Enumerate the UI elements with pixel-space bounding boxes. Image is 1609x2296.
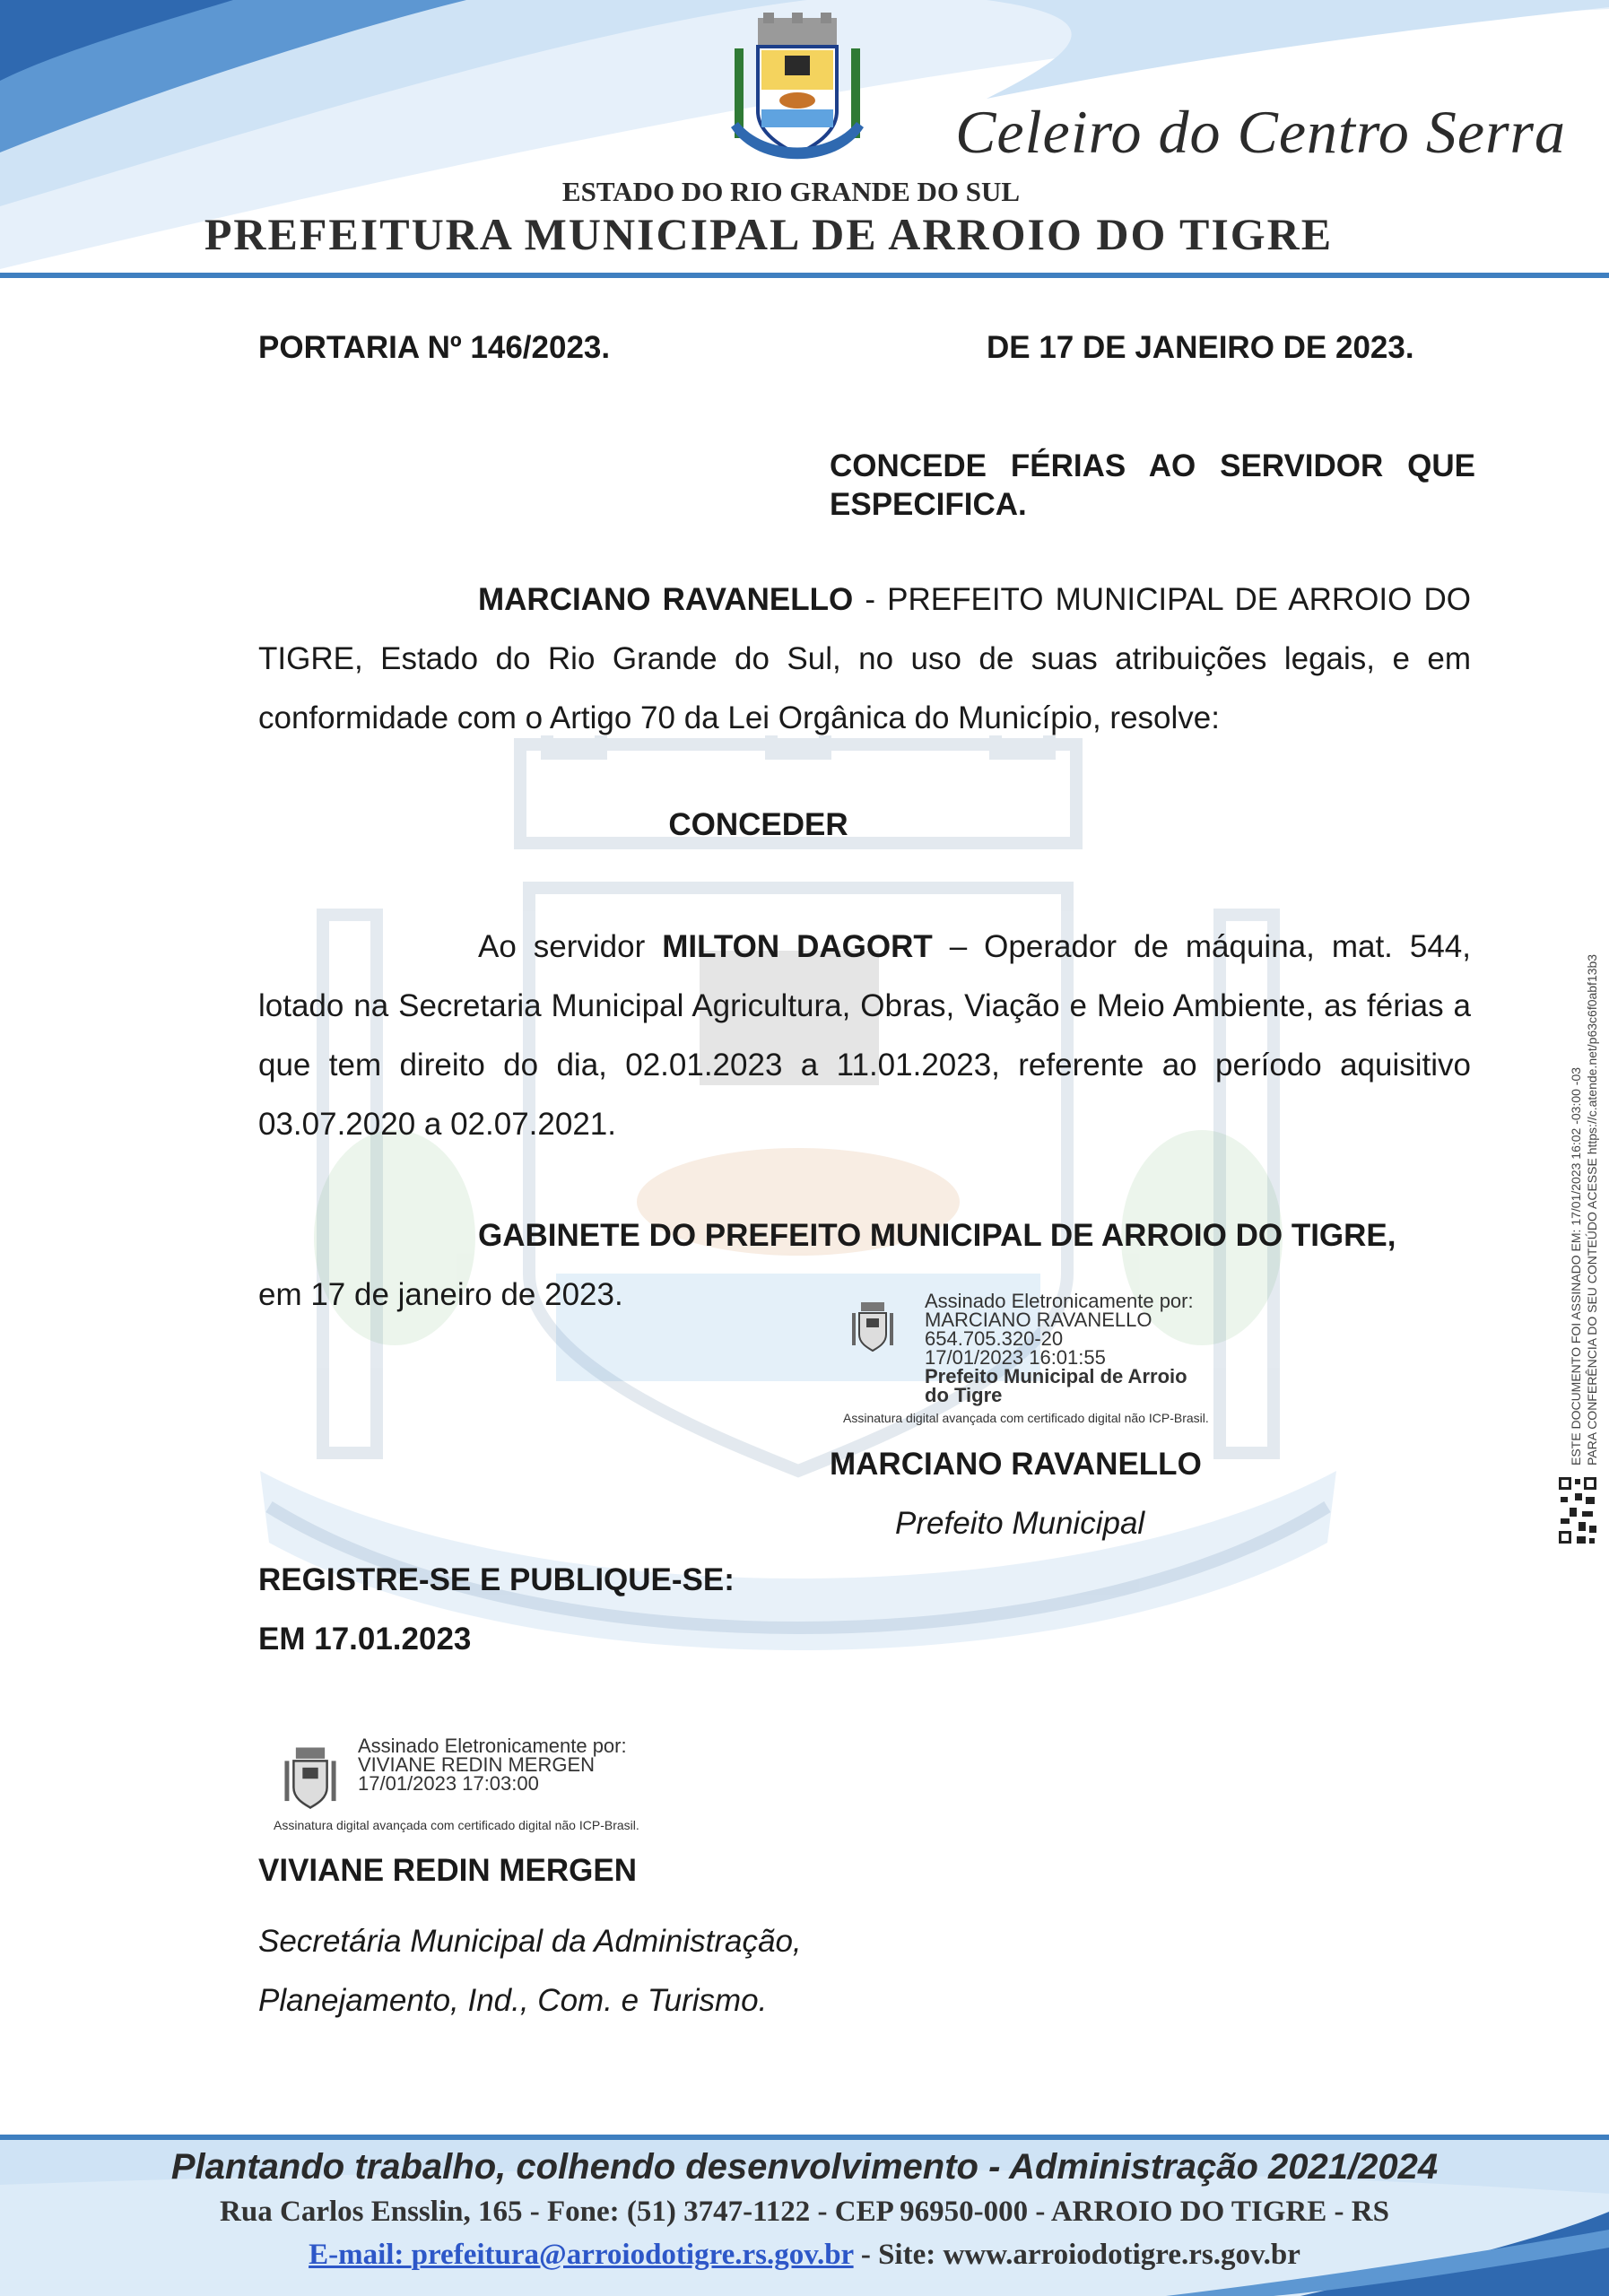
employee-name: MILTON DAGORT [662,929,933,964]
city-hall-name: PREFEITURA MUNICIPAL DE ARROIO DO TIGRE [204,209,1334,259]
signature-stamp-secretary: Assinado Eletronicamente por: VIVIANE REDIN MERGEN 17/01/2023 17:03:00 [358,1736,735,1793]
signer-name: VIVIANE REDIN MERGEN [358,1753,596,1776]
grant-paragraph: Ao servidor MILTON DAGORT – Operador de máquina, mat. 544, lotado na Secretaria Municipal Agricultura, Obras, Viação e Meio Ambiente, as férias a que tem direito do dia, 02.01.2023 a 11.01.2023, referente ao período aquisitivo 03.07.2020 a 02.07.2021. [258,929,1471,1142]
mayor-role: Prefeito Municipal [895,1506,1145,1541]
signature-timestamp: 17/01/2023 16:01:55 [925,1346,1106,1369]
administration-slogan: Plantando trabalho, colhendo desenvolvimento - Administração 2021/2024 [170,2147,1439,2187]
closing-office: GABINETE DO PREFEITO MUNICIPAL DE ARROIO DO TIGRE, [478,1218,1396,1253]
preamble-paragraph [258,570,1471,748]
contact-address: Rua Carlos Ensslin, 165 - Fone: (51) 3747-1122 - CEP 96950-000 - ARROIO DO TIGRE - RS [220,2196,1389,2228]
closing-date: em 17 de janeiro de 2023. [258,1277,623,1312]
ordinance-number: PORTARIA Nº 146/2023. [258,330,611,365]
preamble-text: - PREFEITO MUNICIPAL DE ARROIO DO TIGRE, Estado do Rio Grande do Sul, no uso de suas atribuições legais, e em conformidade com o Artigo 70 da Lei Orgânica do Município, resolve: [258,582,1471,735]
signer-title: Prefeito Municipal de Arroio do Tigre [925,1365,1187,1406]
signature-seal-icon [850,1300,895,1352]
mayor-printed-name: MARCIANO RAVANELLO [830,1447,1202,1482]
secretary-role: Secretária Municipal da Administração, Planejamento, Ind., Com. e Turismo. [258,1924,802,2018]
state-name: ESTADO DO RIO GRANDE DO SUL [561,176,1021,207]
email-link[interactable]: prefeitura@arroiodotigre.rs.gov.br [411,2239,854,2271]
verification-stamp: ESTE DOCUMENTO FOI ASSINADO EM: 17/01/2023 16:02 -03:00 -03 PARA CONFERÊNCIA DO SEU CONTEÚDO ACESSE https://c.atende.net/p63c6f0abf13b3 [1569,953,1599,1465]
signer-name: MARCIANO RAVANELLO [925,1309,1152,1331]
ordinance-summary: CONCEDE FÉRIAS AO SERVIDOR QUE ESPECIFICA. [830,448,1475,522]
closing-paragraph [258,1206,1471,1265]
email-label[interactable]: E-mail: [309,2239,412,2271]
action-heading: CONCEDER [668,807,848,842]
mayor-name: MARCIANO RAVANELLO [478,582,854,617]
contact-email-site [0,2239,1609,2272]
municipal-motto: Celeiro do Centro Serra [955,98,1566,166]
signature-seal-icon [278,1745,343,1810]
signature-note: Assinatura digital avançada com certificado digital não ICP-Brasil. [274,1818,639,1832]
secretary-printed-name: VIVIANE REDIN MERGEN [258,1853,637,1888]
registration-line: REGISTRE-SE E PUBLIQUE-SE: [258,1562,735,1597]
ordinance-date: DE 17 DE JANEIRO DE 2023. [987,330,1414,365]
verification-qr-code-icon[interactable] [1557,1475,1598,1545]
signature-note: Assinatura digital avançada com certificado digital não ICP-Brasil. [843,1411,1209,1425]
signature-stamp-mayor: Assinado Eletronicamente por: MARCIANO RAVANELLO 654.705.320-20 17/01/2023 16:01:55 Prefeito Municipal de Arroio do Tigre [925,1292,1283,1405]
signature-timestamp: 17/01/2023 17:03:00 [358,1772,539,1795]
municipal-crest-logo [722,13,873,167]
signer-cpf: 654.705.320-20 [925,1327,1064,1350]
registration-date: EM 17.01.2023 [258,1622,472,1657]
header-divider [0,273,1609,278]
site-text: - Site: www.arroiodotigre.rs.gov.br [853,2239,1300,2271]
